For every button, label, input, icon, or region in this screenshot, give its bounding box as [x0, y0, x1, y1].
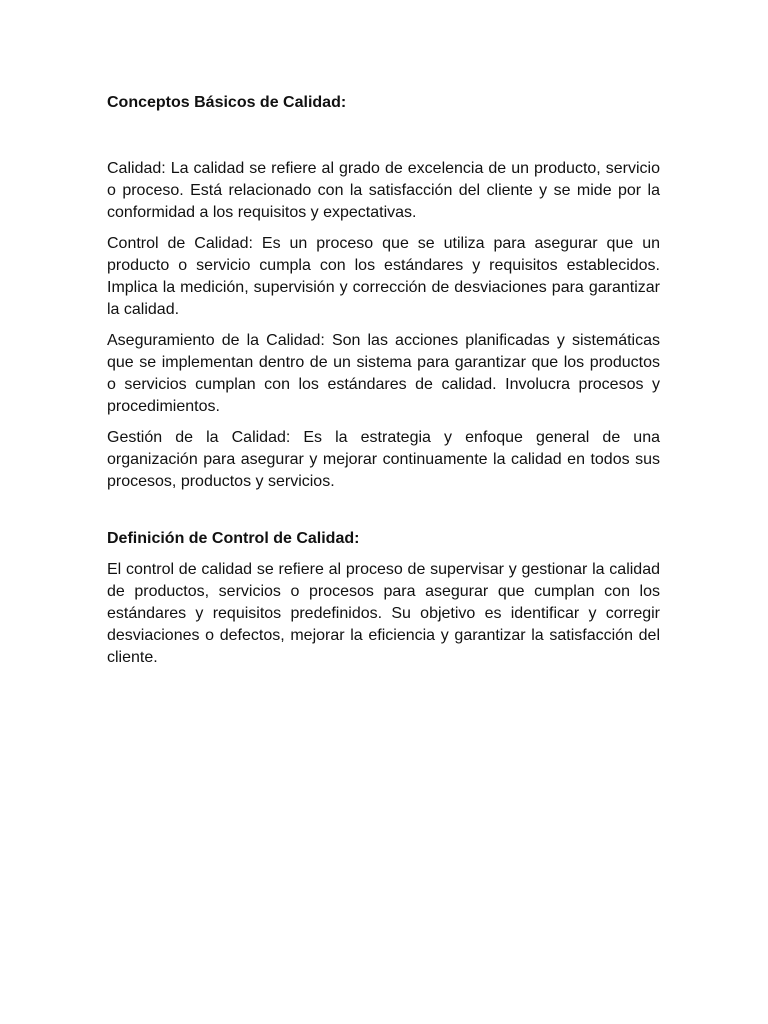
paragraph-calidad: Calidad: La calidad se refiere al grado de excelencia de un producto, servicio o proceso. Está relacionado con la satisfacción del cliente y se mide por la conformidad a los requisitos y expectativas.: [107, 160, 660, 221]
paragraph-definicion: El control de calidad se refiere al proceso de supervisar y gestionar la calidad de productos, servicios o procesos para asegurar que cumplan con los estándares y requisitos predefinidos. Su objetivo es identificar y corregir desviaciones o defectos, mejorar la eficiencia y garantizar la satisfacción del cliente.: [107, 561, 660, 666]
document-page: [107, 92, 660, 678]
paragraph-aseguramiento: Aseguramiento de la Calidad: Son las acciones planificadas y sistemáticas que se implementan dentro de un sistema para garantizar que los productos o servicios cumplan con los estándares de calidad. Involucra procesos y procedimientos.: [107, 332, 660, 415]
section-heading-definicion: Definición de Control de Calidad:: [107, 530, 360, 547]
paragraph-control-de-calidad: Control de Calidad: Es un proceso que se utiliza para asegurar que un producto o servicio cumpla con los estándares y requisitos establecidos. Implica la medición, supervisión y corrección de desviaciones para garantizar la calidad.: [107, 235, 660, 318]
section-heading-conceptos: Conceptos Básicos de Calidad:: [107, 94, 347, 111]
concepts-section: [107, 158, 660, 493]
paragraph-gestion: Gestión de la Calidad: Es la estrategia y enfoque general de una organización para asegurar y mejorar continuamente la calidad en todos sus procesos, productos y servicios.: [107, 429, 660, 490]
